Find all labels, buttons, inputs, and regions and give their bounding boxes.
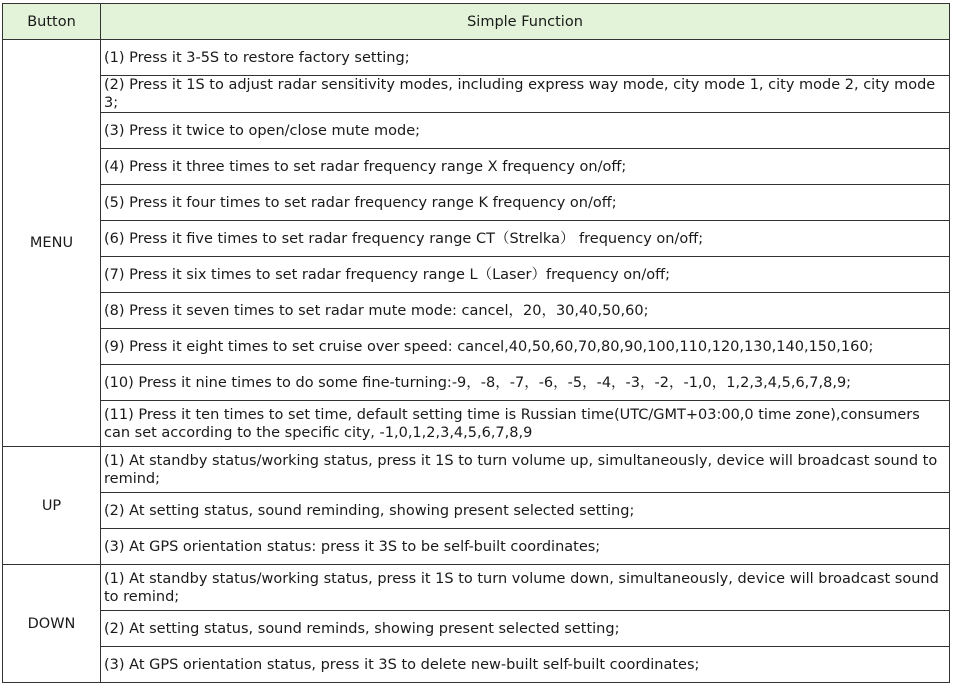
table-row [3,221,950,257]
table-row [3,329,950,365]
table-row [3,401,950,447]
table-row [3,365,950,401]
function-cell: (1) At standby status/working status, press it 1S to turn volume down, simultaneously, device will broadcast sound to remind; [101,565,950,611]
button-cell-menu: MENU [3,40,101,447]
function-cell: (2) At setting status, sound reminds, showing present selected setting; [101,611,950,647]
function-cell: (3) Press it twice to open/close mute mode; [101,113,950,149]
function-cell: (4) Press it three times to set radar frequency range X frequency on/off; [101,149,950,185]
function-cell: (3) At GPS orientation status, press it 3S to delete new-built self-built coordinates; [101,647,950,683]
table-row [3,447,950,493]
function-cell: (8) Press it seven times to set radar mute mode: cancel，20，30,40,50,60; [101,293,950,329]
table-row [3,113,950,149]
table-row [3,76,950,113]
table-row [3,149,950,185]
header-row [3,4,950,40]
function-cell: (11) Press it ten times to set time, default setting time is Russian time(UTC/GMT+03:00,0 time zone),consumers can set according to the specific city, -1,0,1,2,3,4,5,6,7,8,9 [101,401,950,447]
function-cell: (9) Press it eight times to set cruise over speed: cancel,40,50,60,70,80,90,100,110,120,130,140,150,160; [101,329,950,365]
table-row [3,647,950,683]
table-row [3,529,950,565]
button-function-table [2,3,950,683]
function-cell: (1) Press it 3-5S to restore factory setting; [101,40,950,76]
function-cell: (1) At standby status/working status, press it 1S to turn volume up, simultaneously, device will broadcast sound to remind; [101,447,950,493]
function-cell: (7) Press it six times to set radar frequency range L（Laser）frequency on/off; [101,257,950,293]
button-cell-up: UP [3,447,101,565]
function-cell: (2) Press it 1S to adjust radar sensitivity modes, including express way mode, city mode 1, city mode 2, city mode 3; [101,76,950,113]
table-row [3,40,950,76]
table-row [3,257,950,293]
function-cell: (5) Press it four times to set radar frequency range K frequency on/off; [101,185,950,221]
table-row [3,493,950,529]
function-cell: (3) At GPS orientation status: press it 3S to be self-built coordinates; [101,529,950,565]
table-row [3,293,950,329]
button-cell-down: DOWN [3,565,101,683]
table-row [3,185,950,221]
function-cell: (6) Press it five times to set radar frequency range CT（Strelka） frequency on/off; [101,221,950,257]
header-function: Simple Function [101,4,950,40]
table-row [3,565,950,611]
function-cell: (2) At setting status, sound reminding, showing present selected setting; [101,493,950,529]
header-button: Button [3,4,101,40]
table-row [3,611,950,647]
function-cell: (10) Press it nine times to do some fine-turning:-9，-8，-7，-6，-5，-4，-3，-2，-1,0，1,2,3,4,5,6,7,8,9; [101,365,950,401]
